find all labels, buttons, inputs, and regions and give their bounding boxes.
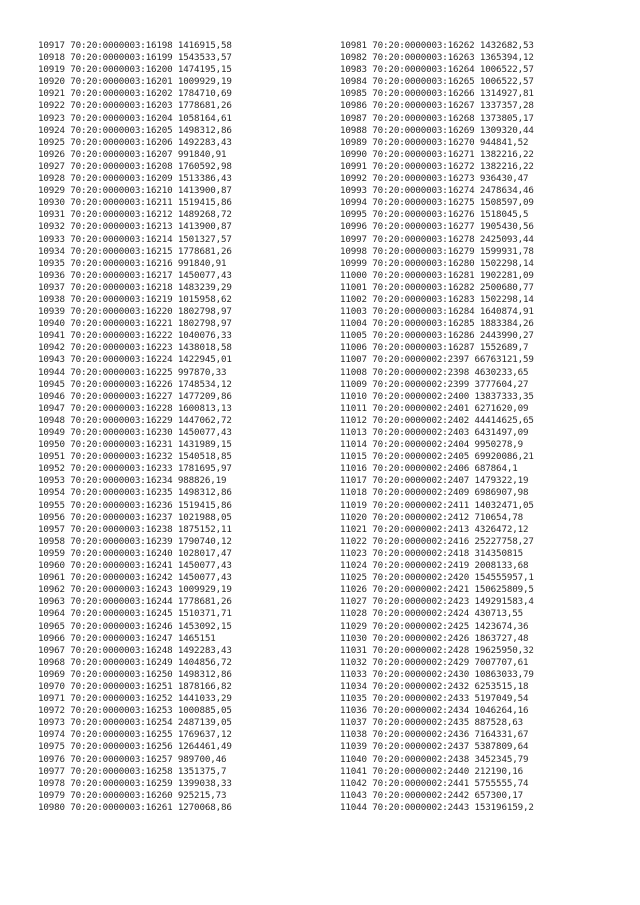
table-row: 10956 70:20:0000003:16237 1021988,05	[38, 511, 232, 523]
table-row: 11001 70:20:0000003:16282 2500680,77	[340, 281, 534, 293]
left-column	[38, 40, 232, 814]
table-row: 10967 70:20:0000003:16248 1492283,43	[38, 644, 232, 656]
table-row: 11026 70:20:0000002:2421 150625809,5	[340, 584, 534, 596]
table-row: 11014 70:20:0000002:2404 9950278,9	[340, 439, 523, 451]
table-row: 10919 70:20:0000003:16200 1474195,15	[38, 64, 232, 76]
table-row: 11008 70:20:0000002:2398 4630233,65	[340, 366, 529, 378]
table-row: 11028 70:20:0000002:2424 430713,55	[340, 608, 523, 620]
table-row: 10946 70:20:0000003:16227 1477209,86	[38, 390, 232, 402]
table-row: 10974 70:20:0000003:16255 1769637,12	[38, 729, 232, 741]
table-row: 11021 70:20:0000002:2413 4326472,12	[340, 523, 529, 535]
table-row: 10980 70:20:0000003:16261 1270068,86	[38, 801, 232, 813]
table-row: 10978 70:20:0000003:16259 1399038,33	[38, 777, 232, 789]
table-row: 10947 70:20:0000003:16228 1600813,13	[38, 402, 232, 414]
table-row: 10948 70:20:0000003:16229 1447062,72	[38, 414, 232, 426]
table-row: 10965 70:20:0000003:16246 1453092,15	[38, 620, 232, 632]
table-row: 10962 70:20:0000003:16243 1009929,19	[38, 584, 232, 596]
table-row: 10941 70:20:0000003:16222 1040076,33	[38, 330, 232, 342]
table-row: 11037 70:20:0000002:2435 887528,63	[340, 717, 523, 729]
table-row: 10950 70:20:0000003:16231 1431989,15	[38, 439, 232, 451]
table-row: 10990 70:20:0000003:16271 1382216,22	[340, 148, 534, 160]
table-row: 10917 70:20:0000003:16198 1416915,58	[38, 40, 232, 51]
table-row: 10927 70:20:0000003:16208 1760592,98	[38, 160, 232, 172]
table-row: 10983 70:20:0000003:16264 1006522,57	[340, 64, 534, 76]
table-row: 10992 70:20:0000003:16273 936430,47	[340, 173, 529, 185]
table-row: 10920 70:20:0000003:16201 1009929,19	[38, 76, 232, 88]
table-row: 10922 70:20:0000003:16203 1778681,26	[38, 100, 232, 112]
table-row: 11029 70:20:0000002:2425 1423674,36	[340, 620, 529, 632]
table-row: 10944 70:20:0000003:16225 997870,33	[38, 366, 227, 378]
table-row: 10996 70:20:0000003:16277 1905430,56	[340, 221, 534, 233]
table-row: 10958 70:20:0000003:16239 1790740,12	[38, 535, 232, 547]
table-row: 11004 70:20:0000003:16285 1883384,26	[340, 318, 534, 330]
table-row: 10957 70:20:0000003:16238 1875152,11	[38, 523, 232, 535]
table-row: 10924 70:20:0000003:16205 1498312,86	[38, 124, 232, 136]
table-row: 10935 70:20:0000003:16216 991840,91	[38, 257, 227, 269]
table-row: 10982 70:20:0000003:16263 1365394,12	[340, 52, 534, 64]
table-row: 10987 70:20:0000003:16268 1373805,17	[340, 112, 534, 124]
right-column	[340, 40, 534, 814]
table-row: 11023 70:20:0000002:2418 314350815	[340, 547, 523, 559]
table-row: 10964 70:20:0000003:16245 1510371,71	[38, 608, 232, 620]
table-row: 10951 70:20:0000003:16232 1540518,85	[38, 451, 232, 463]
table-row: 10959 70:20:0000003:16240 1028017,47	[38, 547, 232, 559]
table-row: 10989 70:20:0000003:16270 944841,52	[340, 136, 529, 148]
table-row: 10997 70:20:0000003:16278 2425093,44	[340, 233, 534, 245]
table-row: 10999 70:20:0000003:16280 1502298,14	[340, 257, 534, 269]
table-row: 10926 70:20:0000003:16207 991840,91	[38, 148, 227, 160]
table-row: 10938 70:20:0000003:16219 1015958,62	[38, 293, 232, 305]
table-row: 10930 70:20:0000003:16211 1519415,86	[38, 197, 232, 209]
table-row: 11042 70:20:0000002:2441 5755555,74	[340, 777, 529, 789]
table-row: 11025 70:20:0000002:2420 154555957,1	[340, 572, 534, 584]
table-row: 10940 70:20:0000003:16221 1802798,97	[38, 318, 232, 330]
table-row: 10963 70:20:0000003:16244 1778681,26	[38, 596, 232, 608]
table-row: 10975 70:20:0000003:16256 1264461,49	[38, 741, 232, 753]
table-row: 10923 70:20:0000003:16204 1058164,61	[38, 112, 232, 124]
table-row: 10921 70:20:0000003:16202 1784710,69	[38, 88, 232, 100]
table-row: 11015 70:20:0000002:2405 69920086,21	[340, 451, 534, 463]
table-row: 10994 70:20:0000003:16275 1508597,09	[340, 197, 534, 209]
table-row: 11020 70:20:0000002:2412 710654,78	[340, 511, 523, 523]
table-row: 10932 70:20:0000003:16213 1413900,87	[38, 221, 232, 233]
table-row: 11033 70:20:0000002:2430 10863033,79	[340, 668, 534, 680]
table-row: 11036 70:20:0000002:2434 1046264,16	[340, 705, 529, 717]
table-row: 10973 70:20:0000003:16254 2487139,05	[38, 717, 232, 729]
table-row: 10936 70:20:0000003:16217 1450077,43	[38, 269, 232, 281]
table-row: 11027 70:20:0000002:2423 149291583,4	[340, 596, 534, 608]
table-row: 10961 70:20:0000003:16242 1450077,43	[38, 572, 232, 584]
table-row: 11013 70:20:0000002:2403 6431497,09	[340, 427, 529, 438]
table-row: 10972 70:20:0000003:16253 1000885,05	[38, 705, 232, 717]
table-row: 11044 70:20:0000002:2443 153196159,2	[340, 801, 534, 813]
table-row: 11034 70:20:0000002:2432 6253515,18	[340, 680, 529, 692]
table-row: 11022 70:20:0000002:2416 25227758,27	[340, 535, 534, 547]
table-row: 10979 70:20:0000003:16260 925215,73	[38, 789, 227, 801]
table-row: 10955 70:20:0000003:16236 1519415,86	[38, 499, 232, 511]
table-row: 11043 70:20:0000002:2442 657300,17	[340, 789, 523, 801]
table-row: 11007 70:20:0000002:2397 66763121,59	[340, 354, 534, 366]
table-row: 11031 70:20:0000002:2428 19625950,32	[340, 644, 534, 656]
table-row: 10934 70:20:0000003:16215 1778681,26	[38, 245, 232, 257]
table-row: 10953 70:20:0000003:16234 988826,19	[38, 475, 227, 487]
table-row: 10993 70:20:0000003:16274 2478634,46	[340, 185, 534, 197]
table-row: 10968 70:20:0000003:16249 1404856,72	[38, 656, 232, 668]
table-row: 10985 70:20:0000003:16266 1314927,81	[340, 88, 534, 100]
table-row: 10984 70:20:0000003:16265 1006522,57	[340, 76, 534, 88]
table-row: 10943 70:20:0000003:16224 1422945,01	[38, 354, 232, 366]
table-row: 11006 70:20:0000003:16287 1552689,7	[340, 342, 529, 354]
table-row: 10954 70:20:0000003:16235 1498312,86	[38, 487, 232, 499]
table-row: 11000 70:20:0000003:16281 1902281,09	[340, 269, 534, 281]
table-row: 11011 70:20:0000002:2401 6271620,09	[340, 402, 529, 414]
table-row: 10976 70:20:0000003:16257 989700,46	[38, 753, 227, 765]
table-row: 11039 70:20:0000002:2437 5387809,64	[340, 741, 529, 753]
table-row: 11030 70:20:0000002:2426 1863727,48	[340, 632, 529, 644]
table-row: 11009 70:20:0000002:2399 3777604,27	[340, 378, 529, 390]
table-row: 11038 70:20:0000002:2436 7164331,67	[340, 729, 529, 741]
table-row: 10971 70:20:0000003:16252 1441033,29	[38, 693, 232, 705]
table-row: 10949 70:20:0000003:16230 1450077,43	[38, 427, 232, 438]
table-row: 10991 70:20:0000003:16272 1382216,22	[340, 160, 534, 172]
table-row: 11002 70:20:0000003:16283 1502298,14	[340, 293, 534, 305]
table-row: 10929 70:20:0000003:16210 1413900,87	[38, 185, 232, 197]
table-row: 10977 70:20:0000003:16258 1351375,7	[38, 765, 227, 777]
table-row: 11019 70:20:0000002:2411 14032471,05	[340, 499, 534, 511]
table-row: 11005 70:20:0000003:16286 2443990,27	[340, 330, 534, 342]
table-row: 11017 70:20:0000002:2407 1479322,19	[340, 475, 529, 487]
table-row: 10928 70:20:0000003:16209 1513386,43	[38, 173, 232, 185]
table-row: 10988 70:20:0000003:16269 1309320,44	[340, 124, 534, 136]
table-row: 11035 70:20:0000002:2433 5197049,54	[340, 693, 529, 705]
table-row: 10939 70:20:0000003:16220 1802798,97	[38, 306, 232, 318]
table-row: 10998 70:20:0000003:16279 1599931,78	[340, 245, 534, 257]
table-row: 10960 70:20:0000003:16241 1450077,43	[38, 560, 232, 572]
table-row: 10966 70:20:0000003:16247 1465151	[38, 632, 216, 644]
table-row: 11040 70:20:0000002:2438 3452345,79	[340, 753, 529, 765]
table-row: 10918 70:20:0000003:16199 1543533,57	[38, 52, 232, 64]
table-row: 11018 70:20:0000002:2409 6986907,98	[340, 487, 529, 499]
table-row: 10942 70:20:0000003:16223 1438018,58	[38, 342, 232, 354]
table-row: 11016 70:20:0000002:2406 687864,1	[340, 463, 518, 475]
table-row: 10969 70:20:0000003:16250 1498312,86	[38, 668, 232, 680]
table-row: 10945 70:20:0000003:16226 1748534,12	[38, 378, 232, 390]
table-row: 10981 70:20:0000003:16262 1432682,53	[340, 40, 534, 51]
table-row: 11003 70:20:0000003:16284 1640874,91	[340, 306, 534, 318]
table-row: 10933 70:20:0000003:16214 1501327,57	[38, 233, 232, 245]
table-row: 10986 70:20:0000003:16267 1337357,28	[340, 100, 534, 112]
table-row: 11024 70:20:0000002:2419 2008133,68	[340, 560, 529, 572]
table-row: 10937 70:20:0000003:16218 1483239,29	[38, 281, 232, 293]
table-row: 10995 70:20:0000003:16276 1518045,5	[340, 209, 529, 221]
table-row: 11041 70:20:0000002:2440 212190,16	[340, 765, 523, 777]
table-row: 10970 70:20:0000003:16251 1878166,82	[38, 680, 232, 692]
table-row: 11010 70:20:0000002:2400 13837333,35	[340, 390, 534, 402]
table-row: 10925 70:20:0000003:16206 1492283,43	[38, 136, 232, 148]
table-row: 10952 70:20:0000003:16233 1781695,97	[38, 463, 232, 475]
table-row: 11032 70:20:0000002:2429 7007707,61	[340, 656, 529, 668]
table-row: 11012 70:20:0000002:2402 44414625,65	[340, 414, 534, 426]
table-row: 10931 70:20:0000003:16212 1489268,72	[38, 209, 232, 221]
